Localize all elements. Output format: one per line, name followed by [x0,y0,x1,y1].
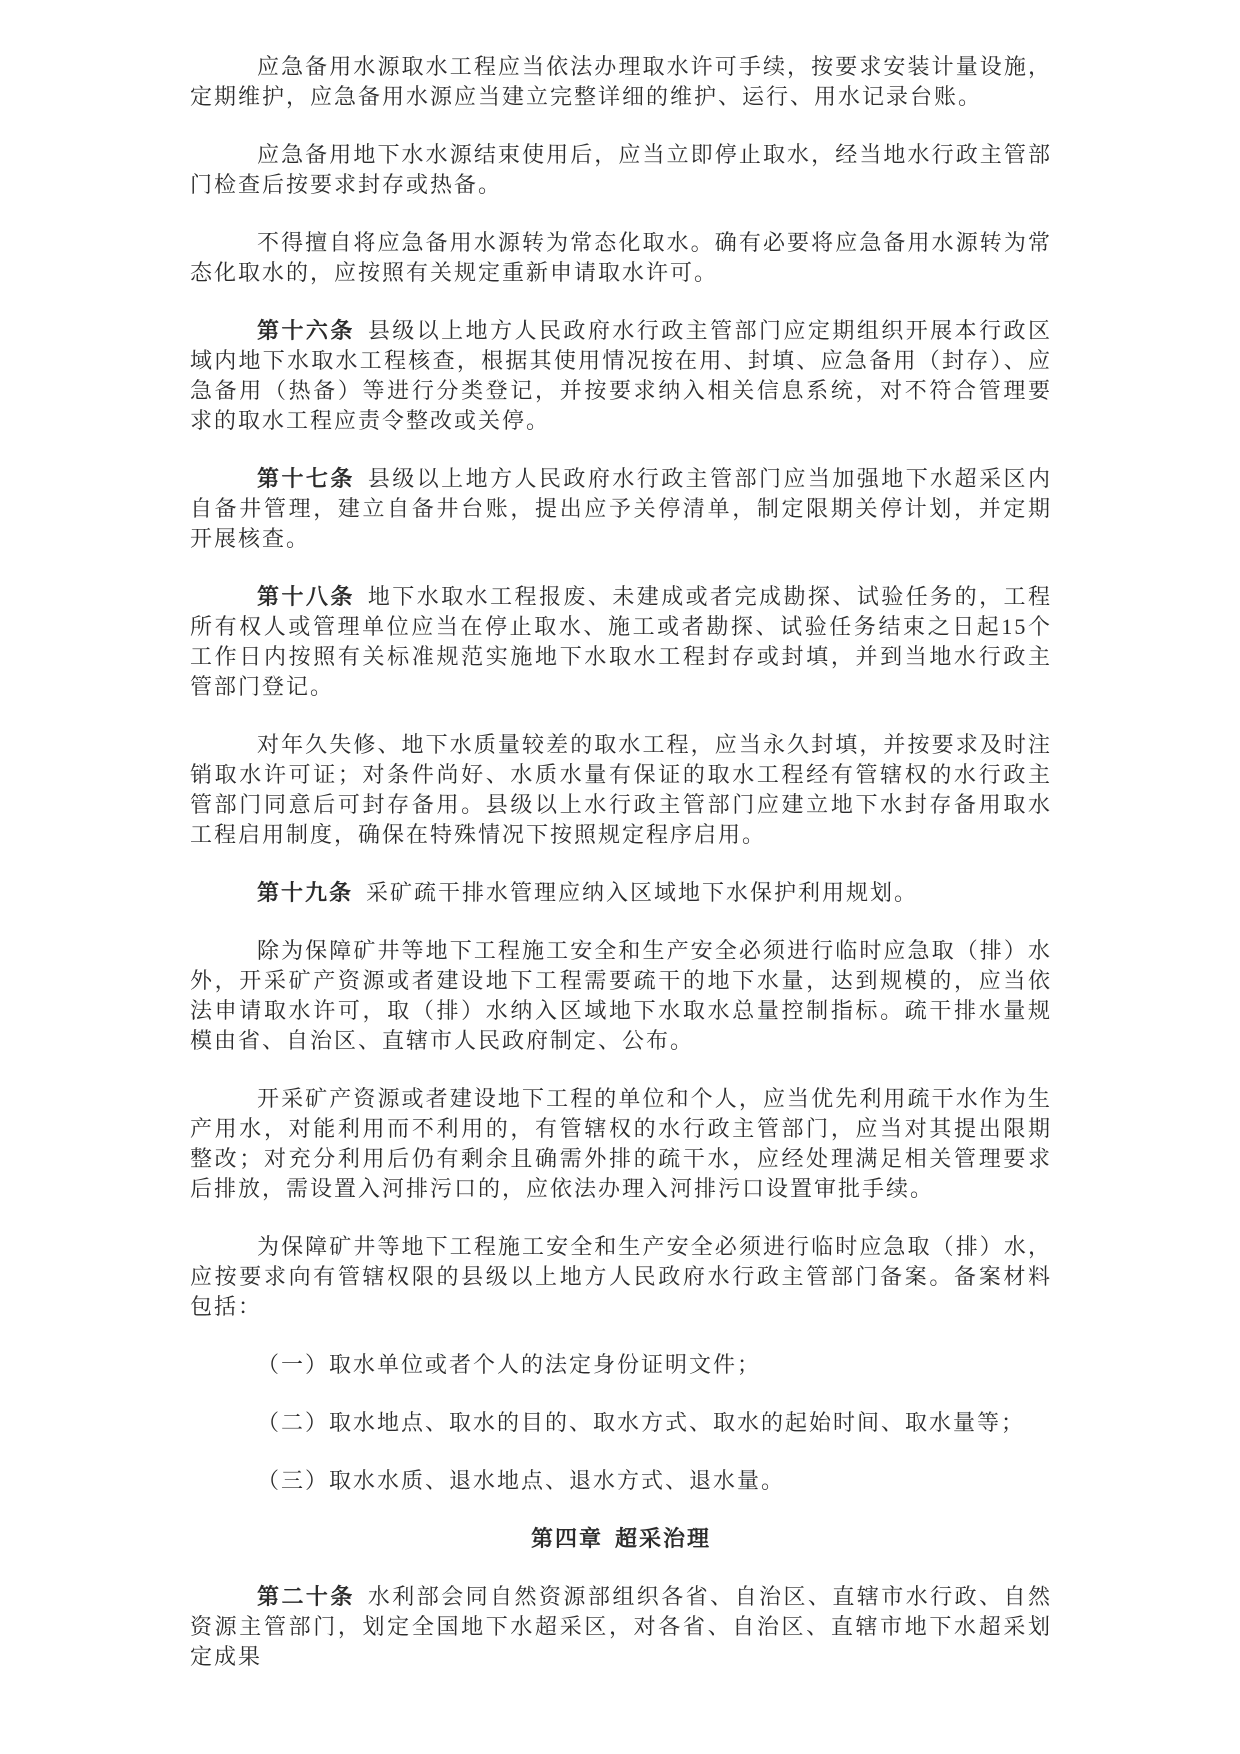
article-paragraph [190,582,1052,702]
article-paragraph [190,316,1052,436]
article-number: 第十八条 [257,584,355,609]
body-paragraph [190,730,1052,850]
paragraph-text: （二）取水地点、取水的目的、取水方式、取水的起始时间、取水量等； [257,1410,1026,1435]
article-number: 第二十条 [257,1584,355,1609]
body-paragraph [190,936,1052,1056]
document-content [190,52,1052,1700]
paragraph-text: 为保障矿井等地下工程施工安全和生产安全必须进行临时应急取（排）水，应按要求向有管辖权限的县级以上地方人民政府水行政主管部门备案。备案材料包括： [190,1234,1052,1319]
article-paragraph [190,464,1052,554]
body-paragraph [190,52,1052,112]
body-paragraph [190,228,1052,288]
body-paragraph [190,1408,1052,1438]
article-paragraph [190,1582,1052,1672]
article-number: 第十六条 [257,318,355,343]
paragraph-text: 采矿疏干排水管理应纳入区域地下水保护利用规划。 [366,880,919,905]
paragraph-text: 地下水取水工程报废、未建成或者完成勘探、试验任务的，工程所有权人或管理单位应当在停止取水、施工或者勘探、试验任务结束之日起15个工作日内按照有关标准规范实施地下水取水工程封存或封填，并到当地水行政主管部门登记。 [190,584,1052,699]
paragraph-text: 开采矿产资源或者建设地下工程的单位和个人，应当优先利用疏干水作为生产用水，对能利用而不利用的，有管辖权的水行政主管部门，应当对其提出限期整改；对充分利用后仍有剩余且确需外排的疏干水，应经处理满足相关管理要求后排放，需设置入河排污口的，应依法办理入河排污口设置审批手续。 [190,1086,1052,1201]
paragraph-text: 应急备用水源取水工程应当依法办理取水许可手续，按要求安装计量设施，定期维护，应急备用水源应当建立完整详细的维护、运行、用水记录台账。 [190,54,1052,109]
paragraph-text: 应急备用地下水水源结束使用后，应当立即停止取水，经当地水行政主管部门检查后按要求封存或热备。 [190,142,1052,197]
article-number: 第十七条 [257,466,355,491]
article-paragraph [190,878,1052,908]
body-paragraph [190,140,1052,200]
paragraph-text: 县级以上地方人民政府水行政主管部门应当加强地下水超采区内自备井管理，建立自备井台账，提出应予关停清单，制定限期关停计划，并定期开展核查。 [190,466,1052,551]
paragraph-text: 对年久失修、地下水质量较差的取水工程，应当永久封填，并按要求及时注销取水许可证；对条件尚好、水质水量有保证的取水工程经有管辖权的水行政主管部门同意后可封存备用。县级以上水行政主管部门应建立地下水封存备用取水工程启用制度，确保在特殊情况下按照规定程序启用。 [190,732,1052,847]
chapter-heading [190,1524,1052,1554]
paragraph-text: （三）取水水质、退水地点、退水方式、退水量。 [257,1468,786,1493]
body-paragraph [190,1466,1052,1496]
paragraph-text: 不得擅自将应急备用水源转为常态化取水。确有必要将应急备用水源转为常态化取水的，应按照有关规定重新申请取水许可。 [190,230,1052,285]
paragraph-text: 超采治理 [615,1526,712,1551]
paragraph-text: （一）取水单位或者个人的法定身份证明文件； [257,1352,762,1377]
chapter-number: 第四章 [530,1526,603,1551]
body-paragraph [190,1232,1052,1322]
body-paragraph [190,1084,1052,1204]
paragraph-text: 除为保障矿井等地下工程施工安全和生产安全必须进行临时应急取（排）水外，开采矿产资源或者建设地下工程需要疏干的地下水量，达到规模的，应当依法申请取水许可，取（排）水纳入区域地下水取水总量控制指标。疏干排水量规模由省、自治区、直辖市人民政府制定、公布。 [190,938,1052,1053]
body-paragraph [190,1350,1052,1380]
paragraph-text: 水利部会同自然资源部组织各省、自治区、直辖市水行政、自然资源主管部门，划定全国地下水超采区，对各省、自治区、直辖市地下水超采划定成果 [190,1584,1052,1669]
article-number: 第十九条 [257,880,354,905]
paragraph-text: 县级以上地方人民政府水行政主管部门应定期组织开展本行政区域内地下水取水工程核查，根据其使用情况按在用、封填、应急备用（封存）、应急备用（热备）等进行分类登记，并按要求纳入相关信息系统，对不符合管理要求的取水工程应责令整改或关停。 [190,318,1052,433]
